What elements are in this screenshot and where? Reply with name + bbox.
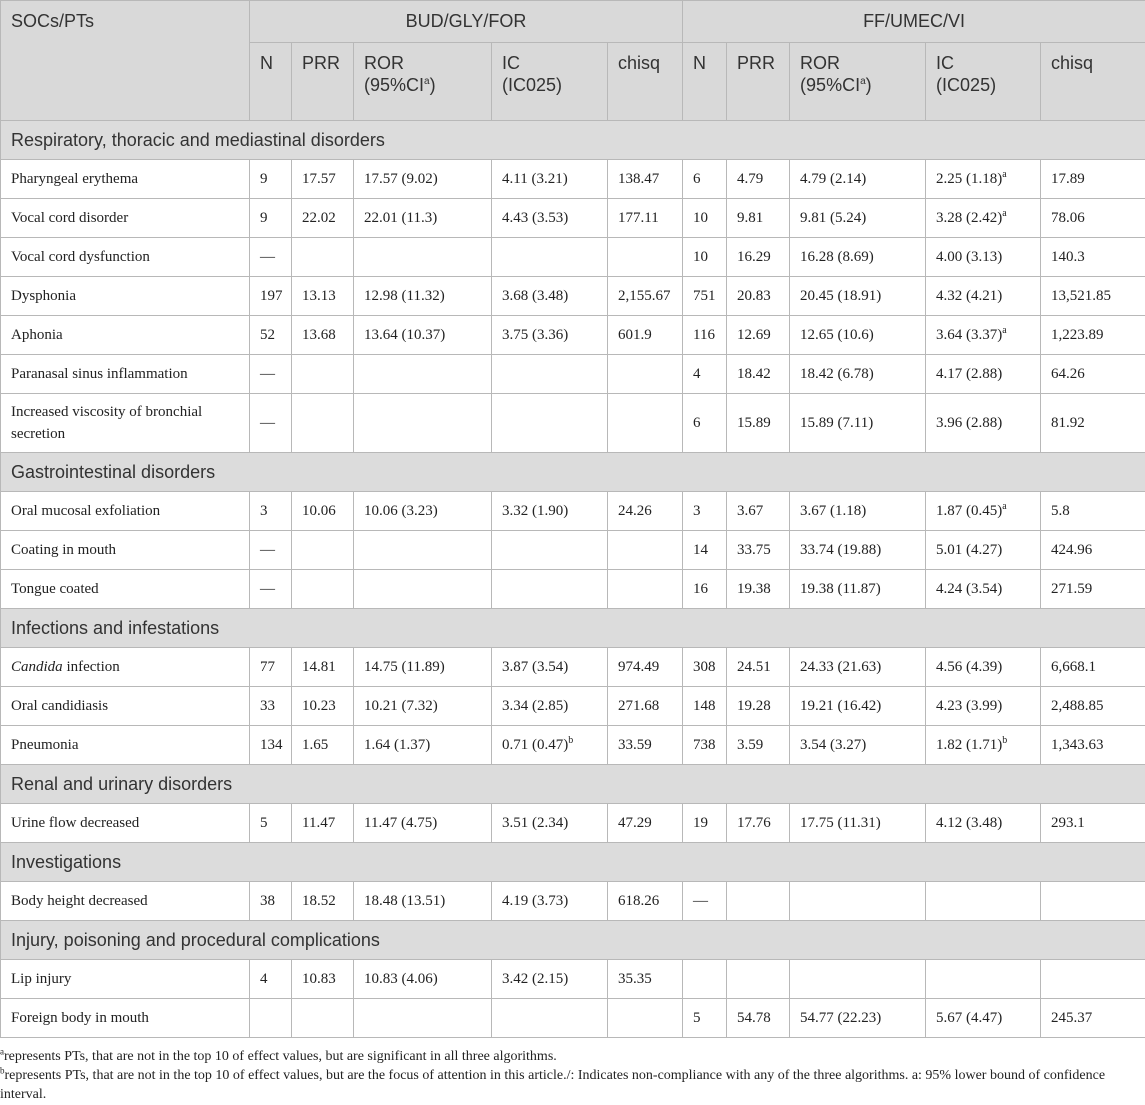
chisq-cell: 1,223.89: [1041, 316, 1145, 355]
ic-value: 4.24 (3.54): [936, 581, 1003, 597]
prr-cell: 10.06: [292, 492, 354, 531]
header-ror-sup: a: [860, 76, 866, 87]
ror-cell: 17.57 (9.02): [354, 160, 492, 199]
footnote-a-text: represents PTs, that are not in the top 10 of effect values, but are significant in all three algorithms.: [4, 1049, 557, 1064]
n-cell: 6: [683, 394, 727, 453]
pt-cell: Oral mucosal exfoliation: [1, 492, 250, 531]
chisq-cell: 601.9: [608, 316, 683, 355]
n-cell: 134: [250, 726, 292, 765]
ic-cell: [492, 570, 608, 609]
ror-cell: 20.45 (18.91): [790, 277, 926, 316]
prr-cell: 18.42: [727, 355, 790, 394]
n-cell: 10: [683, 199, 727, 238]
header-n: N: [250, 43, 292, 121]
table-row: [1, 804, 1145, 843]
ic-value: 3.32 (1.90): [502, 503, 569, 519]
ic-value: 3.42 (2.15): [502, 971, 569, 987]
pt-cell: Urine flow decreased: [1, 804, 250, 843]
prr-cell: [727, 882, 790, 921]
prr-cell: [292, 570, 354, 609]
ror-cell: [354, 355, 492, 394]
ror-cell: 9.81 (5.24): [790, 199, 926, 238]
ic-value: 3.75 (3.36): [502, 327, 569, 343]
chisq-cell: 24.26: [608, 492, 683, 531]
header-ror-ci: (95%CI: [800, 75, 861, 95]
ic-value: 3.96 (2.88): [936, 415, 1003, 431]
n-cell: 3: [683, 492, 727, 531]
n-cell: —: [250, 394, 292, 453]
ror-cell: 19.38 (11.87): [790, 570, 926, 609]
table-row: [1, 277, 1145, 316]
n-cell: 5: [683, 999, 727, 1038]
prr-cell: [292, 531, 354, 570]
n-cell: 9: [250, 160, 292, 199]
ror-cell: 10.06 (3.23): [354, 492, 492, 531]
chisq-cell: 78.06: [1041, 199, 1145, 238]
pt-cell: Oral candidiasis: [1, 687, 250, 726]
soc-title: Renal and urinary disorders: [1, 765, 1145, 804]
ic-cell: [926, 999, 1041, 1038]
chisq-cell: 618.26: [608, 882, 683, 921]
pt-cell: Coating in mouth: [1, 531, 250, 570]
ror-cell: [354, 394, 492, 453]
ic-footnote-mark: a: [1002, 169, 1007, 180]
chisq-cell: 33.59: [608, 726, 683, 765]
ic-value: 1.82 (1.71): [936, 737, 1003, 753]
ic-value: 3.28 (2.42): [936, 210, 1003, 226]
ror-cell: 1.64 (1.37): [354, 726, 492, 765]
ic-cell: [492, 687, 608, 726]
prr-cell: 10.83: [292, 960, 354, 999]
ic-cell: [926, 492, 1041, 531]
ror-cell: 10.21 (7.32): [354, 687, 492, 726]
soc-row: [1, 453, 1145, 492]
header-chisq: chisq: [1041, 43, 1145, 121]
chisq-cell: [608, 355, 683, 394]
ic-footnote-mark: b: [1002, 735, 1008, 746]
ic-cell: [926, 394, 1041, 453]
soc-title: Infections and infestations: [1, 609, 1145, 648]
prr-cell: 9.81: [727, 199, 790, 238]
header-group-bud-gly-for: BUD/GLY/FOR: [250, 1, 683, 43]
prr-cell: 10.23: [292, 687, 354, 726]
chisq-cell: [1041, 882, 1145, 921]
ror-cell: 22.01 (11.3): [354, 199, 492, 238]
chisq-cell: 17.89: [1041, 160, 1145, 199]
n-cell: 10: [683, 238, 727, 277]
n-cell: 52: [250, 316, 292, 355]
prr-cell: 19.38: [727, 570, 790, 609]
ic-value: 4.19 (3.73): [502, 893, 569, 909]
header-prr: PRR: [727, 43, 790, 121]
ic-cell: [926, 355, 1041, 394]
ic-value: 3.68 (3.48): [502, 288, 569, 304]
prr-cell: [292, 394, 354, 453]
soc-title: Gastrointestinal disorders: [1, 453, 1145, 492]
n-cell: [250, 999, 292, 1038]
footnote-a: [0, 1047, 1140, 1066]
ic-value: 4.23 (3.99): [936, 698, 1003, 714]
prr-cell: 18.52: [292, 882, 354, 921]
pt-cell: Aphonia: [1, 316, 250, 355]
footnote-b-mark: b: [0, 1065, 5, 1076]
table-row: [1, 648, 1145, 687]
table-row: [1, 726, 1145, 765]
ic-cell: [492, 492, 608, 531]
ic-cell: [926, 531, 1041, 570]
ic-value: 3.51 (2.34): [502, 815, 569, 831]
ic-value: 0.71 (0.47): [502, 737, 569, 753]
ror-cell: 10.83 (4.06): [354, 960, 492, 999]
ic-value: 4.17 (2.88): [936, 366, 1003, 382]
pt-cell: Vocal cord dysfunction: [1, 238, 250, 277]
ic-value: 4.56 (4.39): [936, 659, 1003, 675]
n-cell: 77: [250, 648, 292, 687]
soc-row: [1, 609, 1145, 648]
ror-cell: [790, 960, 926, 999]
table-row: [1, 492, 1145, 531]
prr-cell: [727, 960, 790, 999]
ic-value: 4.32 (4.21): [936, 288, 1003, 304]
ror-cell: 15.89 (7.11): [790, 394, 926, 453]
ic-cell: [926, 687, 1041, 726]
chisq-cell: [608, 531, 683, 570]
prr-cell: 15.89: [727, 394, 790, 453]
chisq-cell: 2,155.67: [608, 277, 683, 316]
ic-cell: [926, 882, 1041, 921]
chisq-cell: [608, 238, 683, 277]
chisq-cell: 293.1: [1041, 804, 1145, 843]
table-row: [1, 160, 1145, 199]
ror-cell: 3.54 (3.27): [790, 726, 926, 765]
ic-cell: [926, 160, 1041, 199]
chisq-cell: 177.11: [608, 199, 683, 238]
header-chisq: chisq: [608, 43, 683, 121]
ic-cell: [926, 316, 1041, 355]
n-cell: —: [683, 882, 727, 921]
n-cell: 308: [683, 648, 727, 687]
ror-cell: 11.47 (4.75): [354, 804, 492, 843]
ic-cell: [926, 277, 1041, 316]
pt-cell: Lip injury: [1, 960, 250, 999]
prr-cell: 3.67: [727, 492, 790, 531]
ror-cell: 18.48 (13.51): [354, 882, 492, 921]
ic-footnote-mark: a: [1002, 325, 1007, 336]
ic-cell: [492, 238, 608, 277]
prr-cell: 14.81: [292, 648, 354, 687]
n-cell: 148: [683, 687, 727, 726]
ic-cell: [492, 804, 608, 843]
header-n: N: [683, 43, 727, 121]
ror-cell: 16.28 (8.69): [790, 238, 926, 277]
n-cell: 33: [250, 687, 292, 726]
ic-value: 3.64 (3.37): [936, 327, 1003, 343]
n-cell: 6: [683, 160, 727, 199]
chisq-cell: [608, 394, 683, 453]
chisq-cell: 138.47: [608, 160, 683, 199]
footnotes: [0, 1047, 1140, 1104]
pt-cell: Pharyngeal erythema: [1, 160, 250, 199]
prr-cell: [292, 238, 354, 277]
n-cell: 16: [683, 570, 727, 609]
ic-cell: [492, 648, 608, 687]
n-cell: 4: [250, 960, 292, 999]
table-row: [1, 355, 1145, 394]
chisq-cell: 271.59: [1041, 570, 1145, 609]
ic-value: 5.67 (4.47): [936, 1010, 1003, 1026]
ror-cell: [354, 238, 492, 277]
n-cell: [683, 960, 727, 999]
pt-rest: infection: [62, 659, 120, 675]
chisq-cell: 245.37: [1041, 999, 1145, 1038]
ror-cell: 19.21 (16.42): [790, 687, 926, 726]
prr-cell: 24.51: [727, 648, 790, 687]
prr-cell: 19.28: [727, 687, 790, 726]
header-ic: [926, 43, 1041, 121]
ic-value: 3.34 (2.85): [502, 698, 569, 714]
header-ic025: (IC025): [502, 75, 563, 95]
chisq-cell: 81.92: [1041, 394, 1145, 453]
n-cell: 197: [250, 277, 292, 316]
prr-cell: 17.76: [727, 804, 790, 843]
prr-cell: 13.13: [292, 277, 354, 316]
ror-cell: [790, 882, 926, 921]
n-cell: 3: [250, 492, 292, 531]
table-row: [1, 882, 1145, 921]
ic-cell: [926, 804, 1041, 843]
table-row: [1, 531, 1145, 570]
pt-cell: Vocal cord disorder: [1, 199, 250, 238]
prr-cell: [292, 999, 354, 1038]
pt-cell: Paranasal sinus inflammation: [1, 355, 250, 394]
ror-cell: 3.67 (1.18): [790, 492, 926, 531]
ic-cell: [926, 648, 1041, 687]
ror-cell: 33.74 (19.88): [790, 531, 926, 570]
prr-cell: 17.57: [292, 160, 354, 199]
prr-cell: 1.65: [292, 726, 354, 765]
soc-row: [1, 921, 1145, 960]
ic-footnote-mark: a: [1002, 501, 1007, 512]
ror-cell: 18.42 (6.78): [790, 355, 926, 394]
header-ror: [790, 43, 926, 121]
chisq-cell: 271.68: [608, 687, 683, 726]
chisq-cell: 140.3: [1041, 238, 1145, 277]
pt-cell: [1, 648, 250, 687]
ror-cell: [354, 531, 492, 570]
ic-cell: [926, 570, 1041, 609]
prr-cell: 12.69: [727, 316, 790, 355]
soc-title: Investigations: [1, 843, 1145, 882]
n-cell: —: [250, 355, 292, 394]
soc-row: [1, 765, 1145, 804]
pt-cell: Pneumonia: [1, 726, 250, 765]
chisq-cell: 974.49: [608, 648, 683, 687]
header-ror-label: ROR: [800, 53, 841, 73]
pt-cell: Body height decreased: [1, 882, 250, 921]
ic-cell: [492, 882, 608, 921]
prr-cell: 16.29: [727, 238, 790, 277]
soc-title: Respiratory, thoracic and mediastinal disorders: [1, 121, 1145, 160]
ror-cell: [354, 570, 492, 609]
ic-value: 4.12 (3.48): [936, 815, 1003, 831]
table-row: [1, 238, 1145, 277]
ic-cell: [492, 199, 608, 238]
n-cell: 14: [683, 531, 727, 570]
ic-value: 5.01 (4.27): [936, 542, 1003, 558]
ic-cell: [492, 960, 608, 999]
table-row: [1, 570, 1145, 609]
prr-cell: 33.75: [727, 531, 790, 570]
ror-cell: 14.75 (11.89): [354, 648, 492, 687]
prr-cell: 22.02: [292, 199, 354, 238]
ic-cell: [926, 726, 1041, 765]
chisq-cell: 35.35: [608, 960, 683, 999]
prr-cell: 54.78: [727, 999, 790, 1038]
n-cell: 4: [683, 355, 727, 394]
ic-cell: [492, 277, 608, 316]
n-cell: —: [250, 531, 292, 570]
header-ror-close: ): [429, 75, 436, 95]
table-body: [1, 121, 1145, 1038]
ic-cell: [926, 238, 1041, 277]
n-cell: —: [250, 238, 292, 277]
n-cell: 738: [683, 726, 727, 765]
ror-cell: 4.79 (2.14): [790, 160, 926, 199]
ror-cell: 24.33 (21.63): [790, 648, 926, 687]
header-soc: SOCs/PTs: [1, 1, 250, 121]
ic-value: 1.87 (0.45): [936, 503, 1003, 519]
ic-cell: [492, 999, 608, 1038]
prr-cell: 4.79: [727, 160, 790, 199]
ic-value: 3.87 (3.54): [502, 659, 569, 675]
prr-cell: 13.68: [292, 316, 354, 355]
header-ic: [492, 43, 608, 121]
ic-cell: [492, 355, 608, 394]
pt-cell: Dysphonia: [1, 277, 250, 316]
prr-cell: 3.59: [727, 726, 790, 765]
n-cell: 19: [683, 804, 727, 843]
header-ic-label: IC: [936, 53, 955, 73]
n-cell: 38: [250, 882, 292, 921]
table-row: [1, 316, 1145, 355]
chisq-cell: [608, 999, 683, 1038]
n-cell: —: [250, 570, 292, 609]
pt-cell: Tongue coated: [1, 570, 250, 609]
ic-value: 4.43 (3.53): [502, 210, 569, 226]
ic-cell: [926, 199, 1041, 238]
header-ror-close: ): [865, 75, 872, 95]
chisq-cell: 6,668.1: [1041, 648, 1145, 687]
table-row: [1, 199, 1145, 238]
ic-cell: [492, 531, 608, 570]
ic-value: 4.00 (3.13): [936, 249, 1003, 265]
table-row: [1, 687, 1145, 726]
chisq-cell: 424.96: [1041, 531, 1145, 570]
header-ic025: (IC025): [936, 75, 997, 95]
ror-cell: [354, 999, 492, 1038]
prr-cell: 11.47: [292, 804, 354, 843]
ic-cell: [926, 960, 1041, 999]
chisq-cell: 13,521.85: [1041, 277, 1145, 316]
n-cell: 5: [250, 804, 292, 843]
ic-footnote-mark: b: [568, 735, 574, 746]
chisq-cell: [608, 570, 683, 609]
ror-cell: 12.65 (10.6): [790, 316, 926, 355]
soc-title: Injury, poisoning and procedural complications: [1, 921, 1145, 960]
header-group-ff-umec-vi: FF/UMEC/VI: [683, 1, 1145, 43]
ic-cell: [492, 316, 608, 355]
ic-cell: [492, 160, 608, 199]
ic-value: 4.11 (3.21): [502, 171, 568, 187]
n-cell: 9: [250, 199, 292, 238]
ror-cell: 13.64 (10.37): [354, 316, 492, 355]
ror-cell: 12.98 (11.32): [354, 277, 492, 316]
chisq-cell: 2,488.85: [1041, 687, 1145, 726]
ic-cell: [492, 726, 608, 765]
ror-cell: 17.75 (11.31): [790, 804, 926, 843]
header-ic-label: IC: [502, 53, 520, 73]
chisq-cell: 1,343.63: [1041, 726, 1145, 765]
n-cell: 116: [683, 316, 727, 355]
header-ror: [354, 43, 492, 121]
chisq-cell: 64.26: [1041, 355, 1145, 394]
footnote-b-text: represents PTs, that are not in the top 10 of effect values, but are the focus of attention in this article./: Indicates non-compliance with any of the three algorithms. a: 95% lower bound of confidence interval.: [0, 1068, 1106, 1102]
ic-value: 2.25 (1.18): [936, 171, 1003, 187]
soc-row: [1, 121, 1145, 160]
ror-cell: 54.77 (22.23): [790, 999, 926, 1038]
soc-row: [1, 843, 1145, 882]
header-ror-sup: a: [424, 76, 430, 87]
header-prr: PRR: [292, 43, 354, 121]
ic-footnote-mark: a: [1002, 208, 1007, 219]
chisq-cell: 5.8: [1041, 492, 1145, 531]
pt-cell: Foreign body in mouth: [1, 999, 250, 1038]
prr-cell: [292, 355, 354, 394]
table-row: [1, 394, 1145, 453]
footnote-a-mark: a: [0, 1046, 4, 1057]
table-row: [1, 999, 1145, 1038]
pt-cell: Increased viscosity of bronchial secretion: [1, 394, 250, 453]
footnote-b: [0, 1066, 1140, 1104]
pt-italic: Candida: [11, 659, 63, 675]
chisq-cell: [1041, 960, 1145, 999]
chisq-cell: 47.29: [608, 804, 683, 843]
header-ror-label: ROR: [364, 53, 404, 73]
ic-cell: [492, 394, 608, 453]
n-cell: 751: [683, 277, 727, 316]
table-row: [1, 960, 1145, 999]
prr-cell: 20.83: [727, 277, 790, 316]
header-ror-ci: (95%CI: [364, 75, 425, 95]
